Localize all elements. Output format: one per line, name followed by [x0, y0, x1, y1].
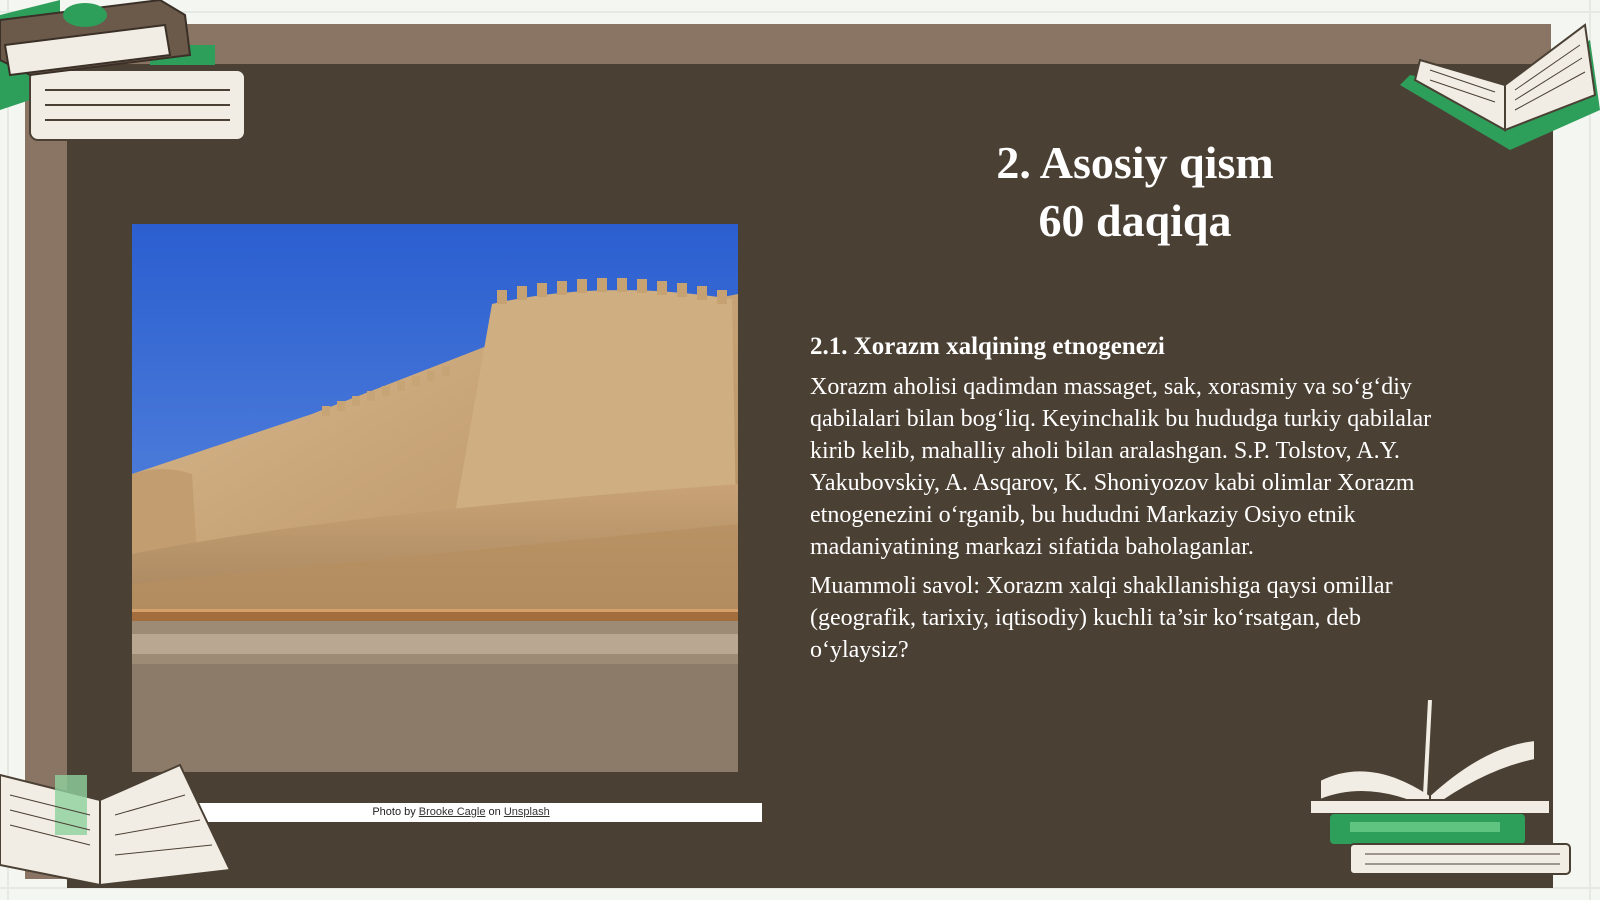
slide-body: [810, 330, 1460, 673]
section-subheading: 2.1. Xorazm xalqining etnogenezi: [810, 333, 1165, 360]
slide-title: [900, 134, 1370, 250]
open-book-icon: [0, 755, 235, 900]
unsplash-link[interactable]: Unsplash: [503, 806, 550, 818]
photo-author-link[interactable]: Brooke Cagle: [418, 806, 486, 818]
paragraph-2: Muammoli savol: Xorazm xalqi shakllanishiga qaysi omillar (geografik, tarixiy, iqtisodiy) kuchli ta’sir ko‘rsatgan, deb o‘ylaysiz?: [810, 573, 1393, 663]
credit-middle: on: [488, 806, 501, 818]
books-stack-icon: [1310, 700, 1585, 900]
photo-credit: [160, 803, 762, 822]
books-stack-icon: [0, 0, 250, 145]
title-line-2: 60 daqiqa: [1038, 195, 1232, 246]
credit-prefix: Photo by: [372, 806, 416, 818]
fortress-wall-photo: [132, 224, 738, 772]
title-line-1: 2. Asosiy qism: [996, 137, 1274, 188]
open-book-icon: [1400, 0, 1600, 155]
paragraph-1: Xorazm aholisi qadimdan massaget, sak, xorasmiy va so‘g‘diy qabilalari bilan bog‘liq. Keyinchalik bu hududga turkiy qabilalar kirib kelib, mahalliy aholi bilan aralashgan. S.P. Tolstov, A.Y. Yakubovskiy, A. Asqarov, K. Shoniyozov kabi olimlar Xorazm etnogenezini o‘rganib, bu hududni Markaziy Osiyo etnik madaniyatining markazi sifatida baholaganlar.: [810, 374, 1432, 560]
